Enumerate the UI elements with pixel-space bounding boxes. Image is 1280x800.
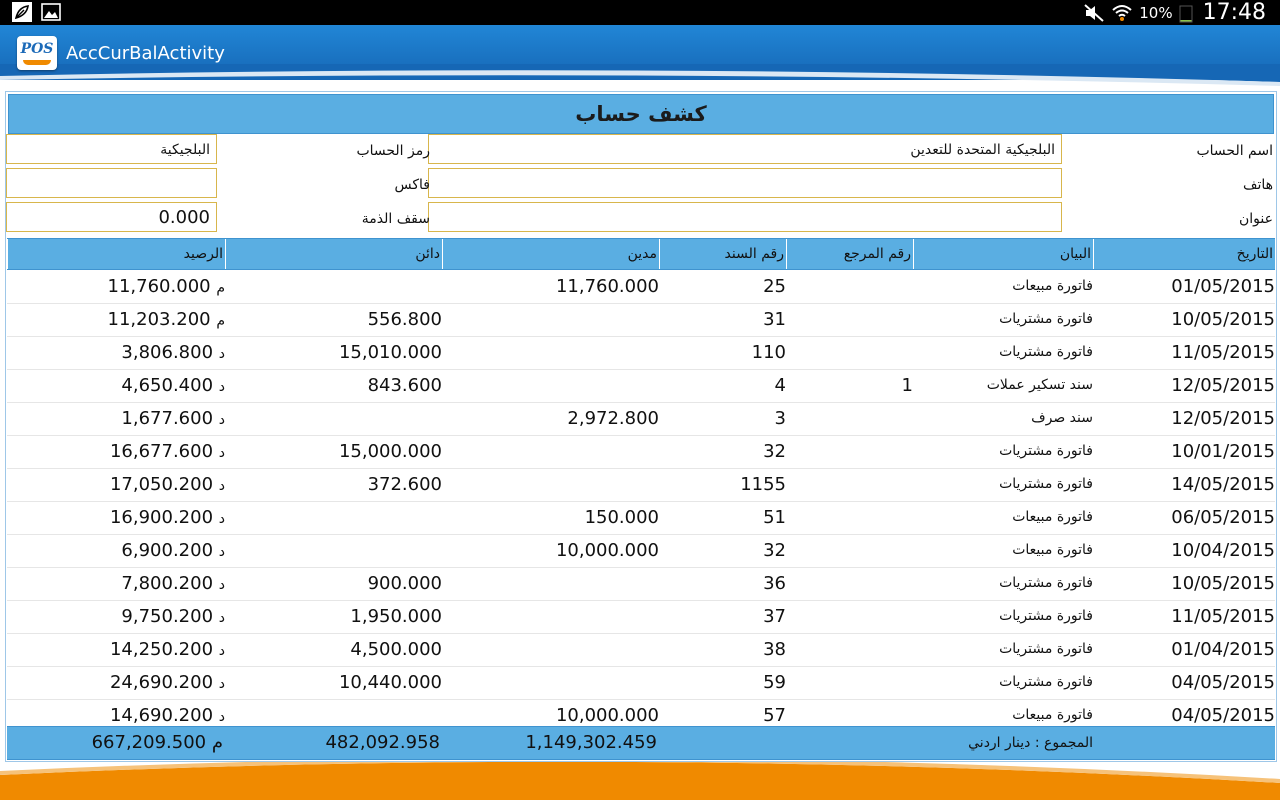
table-row[interactable] bbox=[7, 633, 1275, 667]
cell-voucher-no: 25 bbox=[763, 276, 786, 297]
cell-description: فاتورة مبيعات bbox=[1012, 509, 1093, 525]
cell-balance bbox=[108, 270, 225, 303]
cell-voucher-no: 32 bbox=[763, 540, 786, 561]
cell-date: 14/05/2015 bbox=[1171, 474, 1275, 495]
table-row[interactable] bbox=[7, 534, 1275, 568]
cell-debit: 2,972.800 bbox=[567, 408, 659, 429]
account-name-field[interactable]: البلجيكية المتحدة للتعدين bbox=[428, 134, 1062, 164]
cell-ref-no: 1 bbox=[901, 375, 913, 396]
cell-balance bbox=[121, 600, 225, 633]
table-row[interactable] bbox=[7, 336, 1275, 370]
fax-field[interactable] bbox=[6, 168, 217, 198]
cell-debit: 150.000 bbox=[584, 507, 659, 528]
cell-date: 01/05/2015 bbox=[1171, 276, 1275, 297]
column-header-voucher-no[interactable]: رقم السند bbox=[659, 239, 786, 269]
cell-description: فاتورة مبيعات bbox=[1012, 542, 1093, 558]
cell-balance bbox=[121, 369, 225, 402]
address-field[interactable] bbox=[428, 202, 1062, 232]
fax-label: فاكس bbox=[394, 177, 430, 193]
cell-balance bbox=[121, 534, 225, 567]
cell-date: 10/04/2015 bbox=[1171, 540, 1275, 561]
cell-balance-value: 7,800.200 bbox=[121, 573, 214, 594]
credit-limit-field[interactable]: 0.000 bbox=[6, 202, 217, 232]
cell-date: 06/05/2015 bbox=[1171, 507, 1275, 528]
cell-date: 12/05/2015 bbox=[1171, 375, 1275, 396]
cell-voucher-no: 37 bbox=[763, 606, 786, 627]
wifi-icon bbox=[1111, 3, 1133, 23]
cell-voucher-no: 1155 bbox=[740, 474, 786, 495]
battery-percent: 10% bbox=[1139, 3, 1173, 22]
phone-field[interactable] bbox=[428, 168, 1062, 198]
cell-balance-value: 11,203.200 bbox=[107, 309, 211, 330]
cell-description: فاتورة مشتريات bbox=[999, 674, 1093, 690]
cell-credit: 1,950.000 bbox=[350, 606, 442, 627]
totals-debit: 1,149,302.459 bbox=[525, 732, 657, 753]
table-row[interactable] bbox=[7, 402, 1275, 436]
table-row[interactable] bbox=[7, 567, 1275, 601]
cell-balance-side: د bbox=[218, 412, 225, 428]
page-title: كشف حساب bbox=[8, 94, 1274, 134]
credit-limit-label: سقف الذمة bbox=[361, 211, 430, 227]
cell-voucher-no: 57 bbox=[763, 705, 786, 725]
cell-voucher-no: 59 bbox=[763, 672, 786, 693]
totals-row bbox=[7, 726, 1275, 760]
cell-balance-side: د bbox=[218, 643, 225, 659]
cell-description: فاتورة مبيعات bbox=[1012, 278, 1093, 294]
cell-voucher-no: 51 bbox=[763, 507, 786, 528]
cell-description: فاتورة مشتريات bbox=[999, 608, 1093, 624]
cell-description: سند تسكير عملات bbox=[986, 377, 1093, 393]
cell-balance-side: د bbox=[218, 544, 225, 560]
cell-date: 04/05/2015 bbox=[1171, 672, 1275, 693]
transactions-table[interactable] bbox=[7, 270, 1275, 725]
cell-balance-side: د bbox=[218, 346, 225, 362]
column-header-ref-no[interactable]: رقم المرجع bbox=[786, 239, 913, 269]
cell-voucher-no: 38 bbox=[763, 639, 786, 660]
cell-balance-value: 14,690.200 bbox=[109, 705, 214, 725]
table-row[interactable] bbox=[7, 435, 1275, 469]
cell-date: 04/05/2015 bbox=[1171, 705, 1275, 725]
totals-balance-side: م bbox=[211, 732, 223, 753]
cell-balance bbox=[108, 303, 225, 336]
cell-balance-value: 4,650.400 bbox=[121, 375, 214, 396]
app-logo-text: POS bbox=[20, 41, 54, 57]
column-header-balance[interactable]: الرصيد bbox=[7, 239, 225, 269]
cell-balance-value: 6,900.200 bbox=[121, 540, 214, 561]
cell-date: 10/05/2015 bbox=[1171, 573, 1275, 594]
cell-date: 01/04/2015 bbox=[1171, 639, 1275, 660]
cell-balance bbox=[110, 633, 225, 666]
cell-credit: 556.800 bbox=[367, 309, 442, 330]
table-row[interactable] bbox=[7, 666, 1275, 700]
cell-credit: 4,500.000 bbox=[350, 639, 442, 660]
cell-balance bbox=[110, 435, 225, 468]
cell-credit: 15,000.000 bbox=[338, 441, 442, 462]
cell-balance-value: 1,677.600 bbox=[121, 408, 214, 429]
cell-description: فاتورة مشتريات bbox=[999, 311, 1093, 327]
cell-description: فاتورة مشتريات bbox=[999, 344, 1093, 360]
column-header-credit[interactable]: دائن bbox=[225, 239, 442, 269]
cell-balance-value: 9,750.200 bbox=[121, 606, 214, 627]
cell-debit: 10,000.000 bbox=[555, 705, 659, 725]
cell-description: فاتورة مشتريات bbox=[999, 443, 1093, 459]
cell-balance-side: د bbox=[218, 511, 225, 527]
cell-balance bbox=[110, 501, 225, 534]
table-row[interactable] bbox=[7, 501, 1275, 535]
cell-description: سند صرف bbox=[1031, 410, 1093, 426]
cell-debit: 10,000.000 bbox=[555, 540, 659, 561]
cell-description: فاتورة مشتريات bbox=[999, 476, 1093, 492]
action-bar-curve bbox=[0, 64, 1280, 94]
cell-balance-side: د bbox=[218, 610, 225, 626]
table-row[interactable] bbox=[7, 270, 1275, 304]
cell-balance-side: م bbox=[216, 280, 225, 296]
cell-description: فاتورة مشتريات bbox=[999, 575, 1093, 591]
column-header-debit[interactable]: مدين bbox=[442, 239, 659, 269]
account-code-field[interactable]: البلجيكية bbox=[6, 134, 217, 164]
cell-balance bbox=[121, 402, 225, 435]
cell-date: 10/05/2015 bbox=[1171, 309, 1275, 330]
cell-voucher-no: 110 bbox=[751, 342, 786, 363]
app-logo[interactable] bbox=[17, 36, 57, 70]
cell-voucher-no: 32 bbox=[763, 441, 786, 462]
cell-credit: 10,440.000 bbox=[338, 672, 442, 693]
cell-balance-side: د bbox=[218, 379, 225, 395]
cell-balance-value: 16,900.200 bbox=[109, 507, 214, 528]
totals-balance bbox=[92, 727, 223, 759]
cell-debit: 11,760.000 bbox=[555, 276, 659, 297]
leaf-icon bbox=[12, 2, 32, 22]
clock: 17:48 bbox=[1202, 0, 1266, 25]
cell-date: 10/01/2015 bbox=[1171, 441, 1275, 462]
cell-balance bbox=[121, 336, 225, 369]
cell-voucher-no: 3 bbox=[774, 408, 786, 429]
image-icon bbox=[41, 2, 61, 22]
cell-balance-value: 11,760.000 bbox=[107, 276, 211, 297]
cell-balance-side: د bbox=[218, 577, 225, 593]
account-statement-panel bbox=[5, 91, 1277, 762]
cell-balance-value: 24,690.200 bbox=[109, 672, 214, 693]
column-header-date[interactable]: التاريخ bbox=[1093, 239, 1275, 269]
cell-credit: 372.600 bbox=[367, 474, 442, 495]
cell-balance-side: د bbox=[218, 676, 225, 692]
mute-icon bbox=[1083, 3, 1105, 23]
cell-balance bbox=[110, 468, 225, 501]
cell-balance-side: د bbox=[218, 709, 225, 725]
cell-credit: 15,010.000 bbox=[338, 342, 442, 363]
table-row[interactable] bbox=[7, 600, 1275, 634]
cell-balance-value: 3,806.800 bbox=[121, 342, 214, 363]
table-row[interactable] bbox=[7, 303, 1275, 337]
cell-balance bbox=[110, 699, 225, 725]
cell-balance-value: 14,250.200 bbox=[109, 639, 214, 660]
app-title: AccCurBalActivity bbox=[66, 43, 225, 64]
battery-icon bbox=[1179, 3, 1193, 23]
table-row[interactable] bbox=[7, 369, 1275, 403]
table-header bbox=[7, 238, 1275, 270]
cell-voucher-no: 31 bbox=[763, 309, 786, 330]
cell-balance-value: 17,050.200 bbox=[109, 474, 214, 495]
address-label: عنوان bbox=[1239, 211, 1273, 227]
cell-credit: 900.000 bbox=[367, 573, 442, 594]
account-code-label: رمز الحساب bbox=[356, 143, 430, 159]
column-header-description[interactable]: البيان bbox=[913, 239, 1093, 269]
table-row[interactable] bbox=[7, 468, 1275, 502]
phone-label: هاتف bbox=[1242, 177, 1273, 193]
status-bar bbox=[0, 0, 1280, 25]
totals-balance-value: 667,209.500 bbox=[91, 732, 207, 753]
cell-balance bbox=[110, 666, 225, 699]
cell-voucher-no: 4 bbox=[774, 375, 786, 396]
totals-credit: 482,092.958 bbox=[325, 732, 440, 753]
cell-date: 11/05/2015 bbox=[1171, 342, 1275, 363]
cell-description: فاتورة مشتريات bbox=[999, 641, 1093, 657]
account-name-label: اسم الحساب bbox=[1196, 143, 1273, 159]
cell-date: 11/05/2015 bbox=[1171, 606, 1275, 627]
cell-credit: 843.600 bbox=[367, 375, 442, 396]
cell-balance-side: د bbox=[218, 445, 225, 461]
cell-balance-side: د bbox=[218, 478, 225, 494]
cell-date: 12/05/2015 bbox=[1171, 408, 1275, 429]
cell-balance-side: م bbox=[216, 313, 225, 329]
cell-description: فاتورة مبيعات bbox=[1012, 707, 1093, 723]
totals-label: المجموع : دينار اردني bbox=[968, 735, 1093, 751]
cell-balance bbox=[121, 567, 225, 600]
cell-balance-value: 16,677.600 bbox=[109, 441, 214, 462]
table-row[interactable] bbox=[7, 699, 1275, 725]
cell-voucher-no: 36 bbox=[763, 573, 786, 594]
